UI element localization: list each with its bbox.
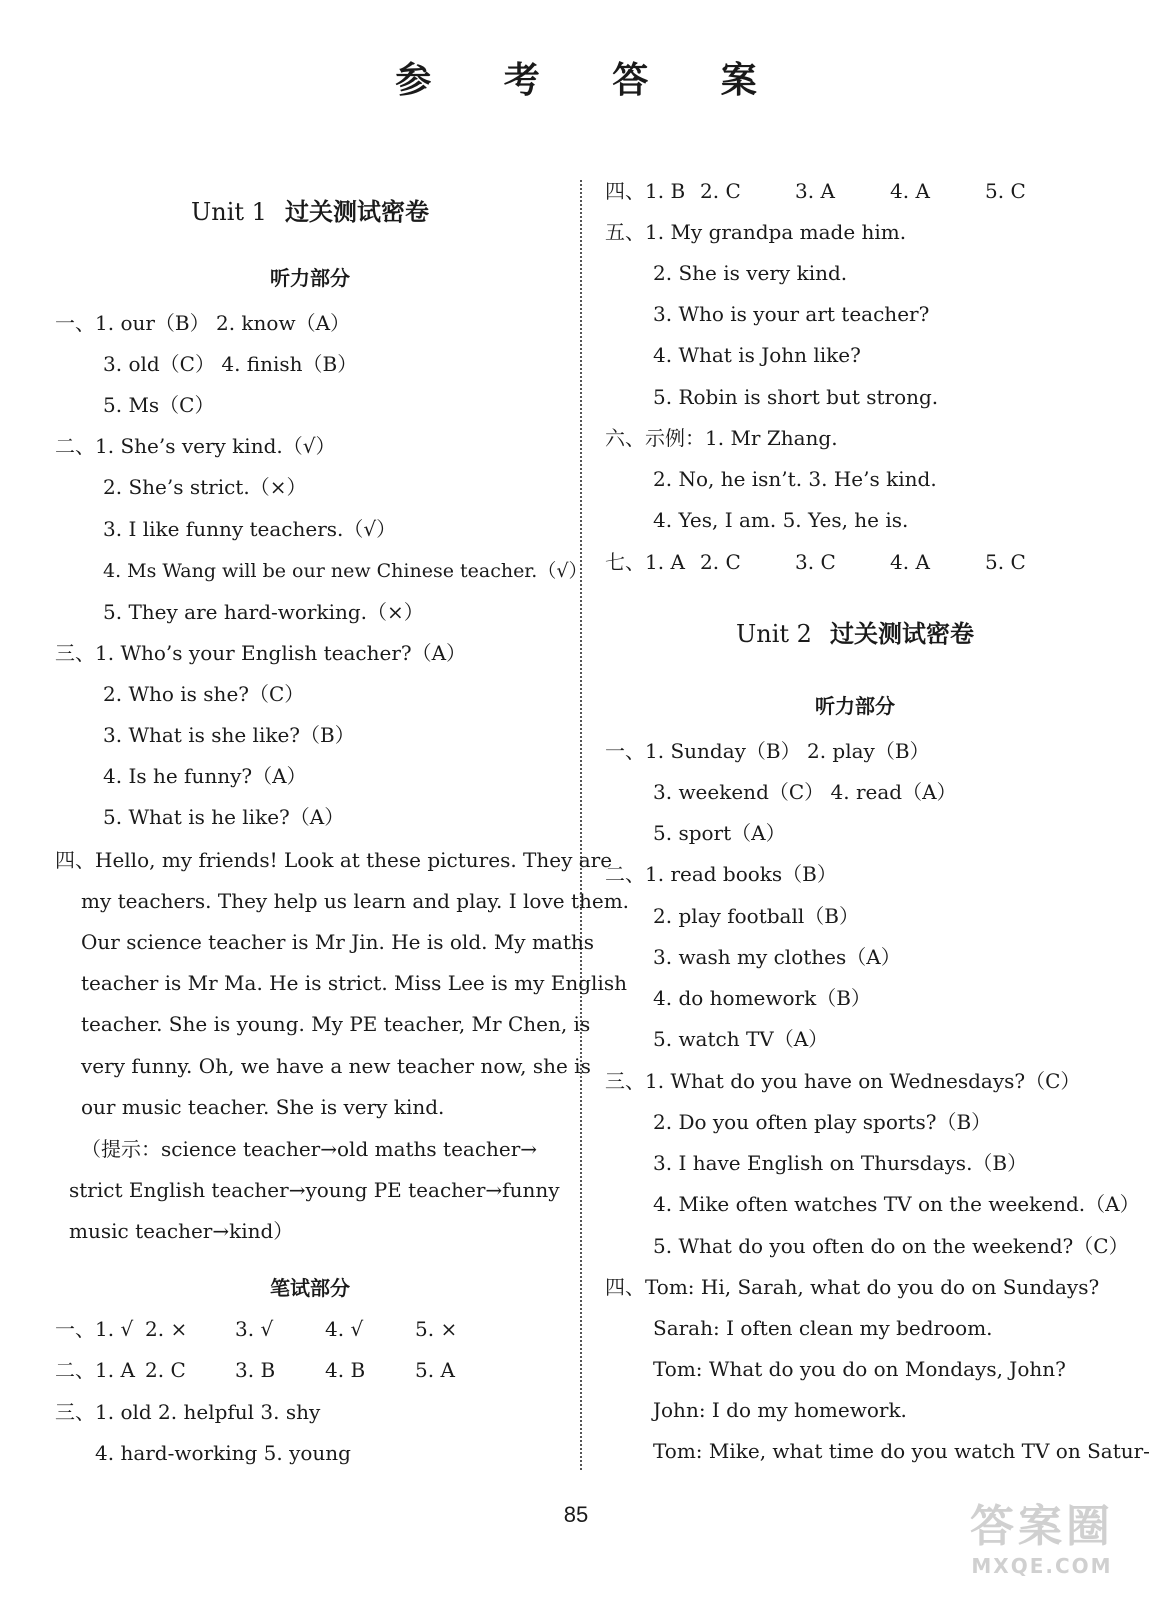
passage-line: our music teacher. She is very kind. (81, 1095, 445, 1119)
answer-line: 3. I have English on Thursdays.（B） (653, 1151, 1028, 1175)
passage-line: 四、Hello, my friends! Look at these pictures. They are (55, 848, 613, 872)
writing-answers-3: 三、1. old 2. helpful 3. shy (55, 1400, 321, 1424)
answer-line: 六、示例：1. Mr Zhang. (605, 426, 838, 450)
answer-line: 4. Ms Wang will be our new Chinese teacher.（√） (103, 560, 588, 582)
answer-item: 2. C (145, 1358, 186, 1382)
passage-line: Our science teacher is Mr Jin. He is old. My maths (81, 930, 595, 954)
answer-item: 3. A (795, 179, 835, 203)
answer-item: 4. √ (325, 1317, 364, 1341)
answer-item: 七、1. A (605, 550, 685, 574)
unit2-subtitle: 过关测试密卷 (829, 620, 974, 648)
answer-item: 4. A (890, 179, 930, 203)
answer-line: 5. They are hard-working.（×） (103, 600, 424, 624)
answer-line: 2. Do you often play sports?（B） (653, 1110, 992, 1134)
answer-line: 3. Who is your art teacher? (653, 302, 930, 326)
unit1-subtitle: 过关测试密卷 (284, 198, 429, 226)
dialogue-line: John: I do my homework. (653, 1398, 907, 1422)
answer-line: 一、1. our（B） 2. know（A） (55, 311, 351, 335)
answer-item: 3. C (795, 550, 836, 574)
watermark-text: 答案圈 (970, 1501, 1114, 1552)
answer-item: 四、1. B (605, 179, 686, 203)
answer-item: 3. B (235, 1358, 276, 1382)
answer-line: 4. Is he funny?（A） (103, 764, 307, 788)
hint-line: music teacher→kind） (69, 1219, 294, 1243)
passage-line: my teachers. They help us learn and play. I love them. (81, 889, 630, 913)
answer-line: 4. Yes, I am. 5. Yes, he is. (653, 508, 909, 532)
unit2-label: Unit 2 (736, 620, 812, 648)
page-title: 参 考 答 案 (395, 60, 787, 101)
column-divider (580, 180, 582, 1470)
answer-line: 二、1. read books（B） (605, 862, 837, 886)
answer-line: 5. Robin is short but strong. (653, 385, 939, 409)
answer-line: 2. She is very kind. (653, 261, 848, 285)
answer-item: 2. C (700, 550, 741, 574)
answer-line: 五、1. My grandpa made him. (605, 220, 907, 244)
answer-line: 一、1. Sunday（B） 2. play（B） (605, 739, 930, 763)
answer-line: 4. What is John like? (653, 343, 861, 367)
watermark-url: MXQE.COM (971, 1554, 1113, 1578)
answer-item: 4. A (890, 550, 930, 574)
answer-item: 2. C (700, 179, 741, 203)
unit2-listening-heading: 听力部分 (815, 694, 895, 718)
answer-line: 3. What is she like?（B） (103, 723, 355, 747)
answer-item: 4. B (325, 1358, 366, 1382)
dialogue-line: Tom: What do you do on Mondays, John? (653, 1357, 1066, 1381)
answer-line: 2. play football（B） (653, 904, 859, 928)
unit1-writing-heading: 笔试部分 (270, 1276, 350, 1300)
answer-line: 5. watch TV（A） (653, 1027, 829, 1051)
answer-line: 三、1. Who’s your English teacher?（A） (55, 641, 467, 665)
answer-line: 3. weekend（C） 4. read（A） (653, 780, 957, 804)
page-number: 85 (563, 1502, 589, 1527)
writing-answers-1 (55, 1316, 505, 1342)
hint-line: strict English teacher→young PE teacher→funny (69, 1178, 560, 1202)
passage-line: teacher is Mr Ma. He is strict. Miss Lee is my English (81, 971, 627, 995)
answer-line: 5. sport（A） (653, 821, 786, 845)
answer-line: 3. wash my clothes（A） (653, 945, 901, 969)
answer-line: 二、1. She’s very kind.（√） (55, 434, 336, 458)
answer-line: 5. What is he like?（A） (103, 805, 345, 829)
answer-line: 4. Mike often watches TV on the weekend.（A） (653, 1192, 1140, 1216)
answer-item: 一、1. √ (55, 1317, 134, 1341)
answer-item: 2. × (145, 1317, 188, 1341)
answer-item: 5. C (985, 550, 1026, 574)
answer-line: 2. No, he isn’t. 3. He’s kind. (653, 467, 937, 491)
answer-line: 2. Who is she?（C） (103, 682, 305, 706)
writing-answers-2 (55, 1357, 505, 1383)
answer-line: 5. Ms（C） (103, 393, 215, 417)
dialogue-line: Sarah: I often clean my bedroom. (653, 1316, 993, 1340)
answer-line: 3. I like funny teachers.（√） (103, 517, 397, 541)
answer-line: 5. What do you often do on the weekend?（C） (653, 1234, 1129, 1258)
answers-row-7 (605, 549, 1080, 575)
answer-item: 二、1. A (55, 1358, 135, 1382)
answer-item: 3. √ (235, 1317, 274, 1341)
unit2-heading (605, 614, 1105, 649)
writing-answers-4: 4. hard-working 5. young (95, 1441, 351, 1465)
passage-line: teacher. She is young. My PE teacher, Mr Chen, is (81, 1012, 591, 1036)
hint-line: （提示：science teacher→old maths teacher→ (81, 1137, 538, 1161)
unit1-label: Unit 1 (191, 198, 267, 226)
answers-row-4 (605, 178, 1080, 204)
dialogue-line: 四、Tom: Hi, Sarah, what do you do on Sundays? (605, 1275, 1100, 1299)
dialogue-line: Tom: Mike, what time do you watch TV on Satur- (653, 1439, 1150, 1463)
unit1-listening-heading: 听力部分 (270, 266, 350, 290)
answer-line: 3. old（C） 4. finish（B） (103, 352, 358, 376)
answer-item: 5. A (415, 1358, 455, 1382)
passage-line: very funny. Oh, we have a new teacher now, she is (81, 1054, 591, 1078)
unit1-heading (55, 192, 565, 227)
watermark-logo (952, 1490, 1132, 1590)
answer-line: 三、1. What do you have on Wednesdays?（C） (605, 1069, 1081, 1093)
answer-item: 5. C (985, 179, 1026, 203)
answer-item: 5. × (415, 1317, 458, 1341)
answer-line: 2. She’s strict.（×） (103, 475, 307, 499)
answer-line: 4. do homework（B） (653, 986, 871, 1010)
